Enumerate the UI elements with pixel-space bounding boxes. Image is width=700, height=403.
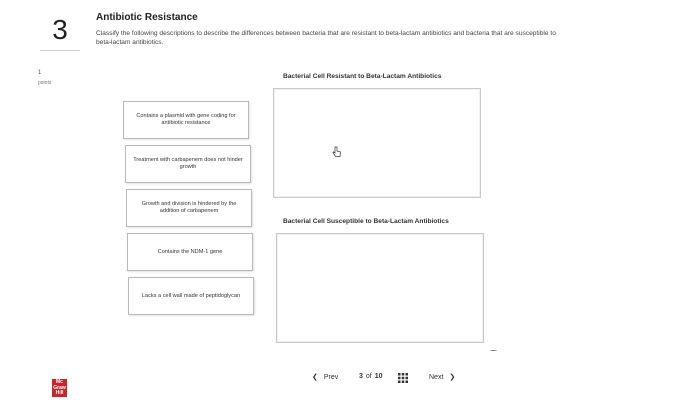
drag-card-carbapenem-hinders[interactable] — [126, 189, 252, 227]
resistant-zone-label: Bacterial Cell Resistant to Beta-Lactam Antibiotics — [283, 73, 442, 80]
points-value: 1 — [38, 70, 42, 76]
page-indicator — [359, 373, 383, 380]
page-total: 10 — [374, 373, 383, 380]
chevron-left-icon: ❮ — [312, 374, 318, 381]
next-button[interactable] — [429, 373, 455, 381]
card-text: Contains the NDM-1 gene — [157, 248, 223, 255]
hand-cursor-icon — [332, 146, 342, 158]
grid-icon[interactable] — [398, 373, 408, 383]
drag-card-ndm1[interactable] — [127, 233, 253, 271]
card-text: Growth and division is hindered by the addition of carbapenem — [141, 201, 237, 214]
prev-label: Prev — [323, 373, 339, 381]
next-label: Next — [429, 373, 444, 381]
points-label: points — [38, 80, 52, 86]
question-number: 3 — [40, 10, 80, 51]
more-dots: ..... — [490, 344, 497, 353]
card-text: Treatment with carbapenem does not hinder growth — [133, 157, 243, 170]
drag-card-no-peptidoglycan[interactable] — [128, 277, 254, 315]
question-instructions: Classify the following descriptions to describe the differences between bacteria that are resistant to beta-lactam antibiotics and bacteria that are susceptible to beta-lactam antibiotics. — [96, 30, 556, 46]
page-current: 3 — [359, 373, 363, 380]
chevron-right-icon: ❯ — [449, 374, 456, 381]
card-text: Contains a plasmid with gene coding for antibiotic resistance — [136, 113, 236, 126]
susceptible-zone-label: Bacterial Cell Susceptible to Beta-Lactam Antibiotics — [283, 218, 449, 225]
drag-card-plasmid[interactable] — [123, 101, 249, 139]
card-text: Lacks a cell wall made of peptidoglycan — [141, 292, 241, 299]
susceptible-drop-zone[interactable] — [276, 233, 484, 343]
question-title: Antibiotic Resistance — [96, 12, 198, 23]
mcgraw-hill-logo: Mc Graw Hill — [53, 379, 66, 396]
resistant-drop-zone[interactable] — [273, 88, 481, 198]
drag-card-carbapenem-no-hinder[interactable] — [125, 145, 251, 183]
prev-button[interactable] — [312, 373, 338, 381]
page-of: of — [365, 373, 372, 380]
